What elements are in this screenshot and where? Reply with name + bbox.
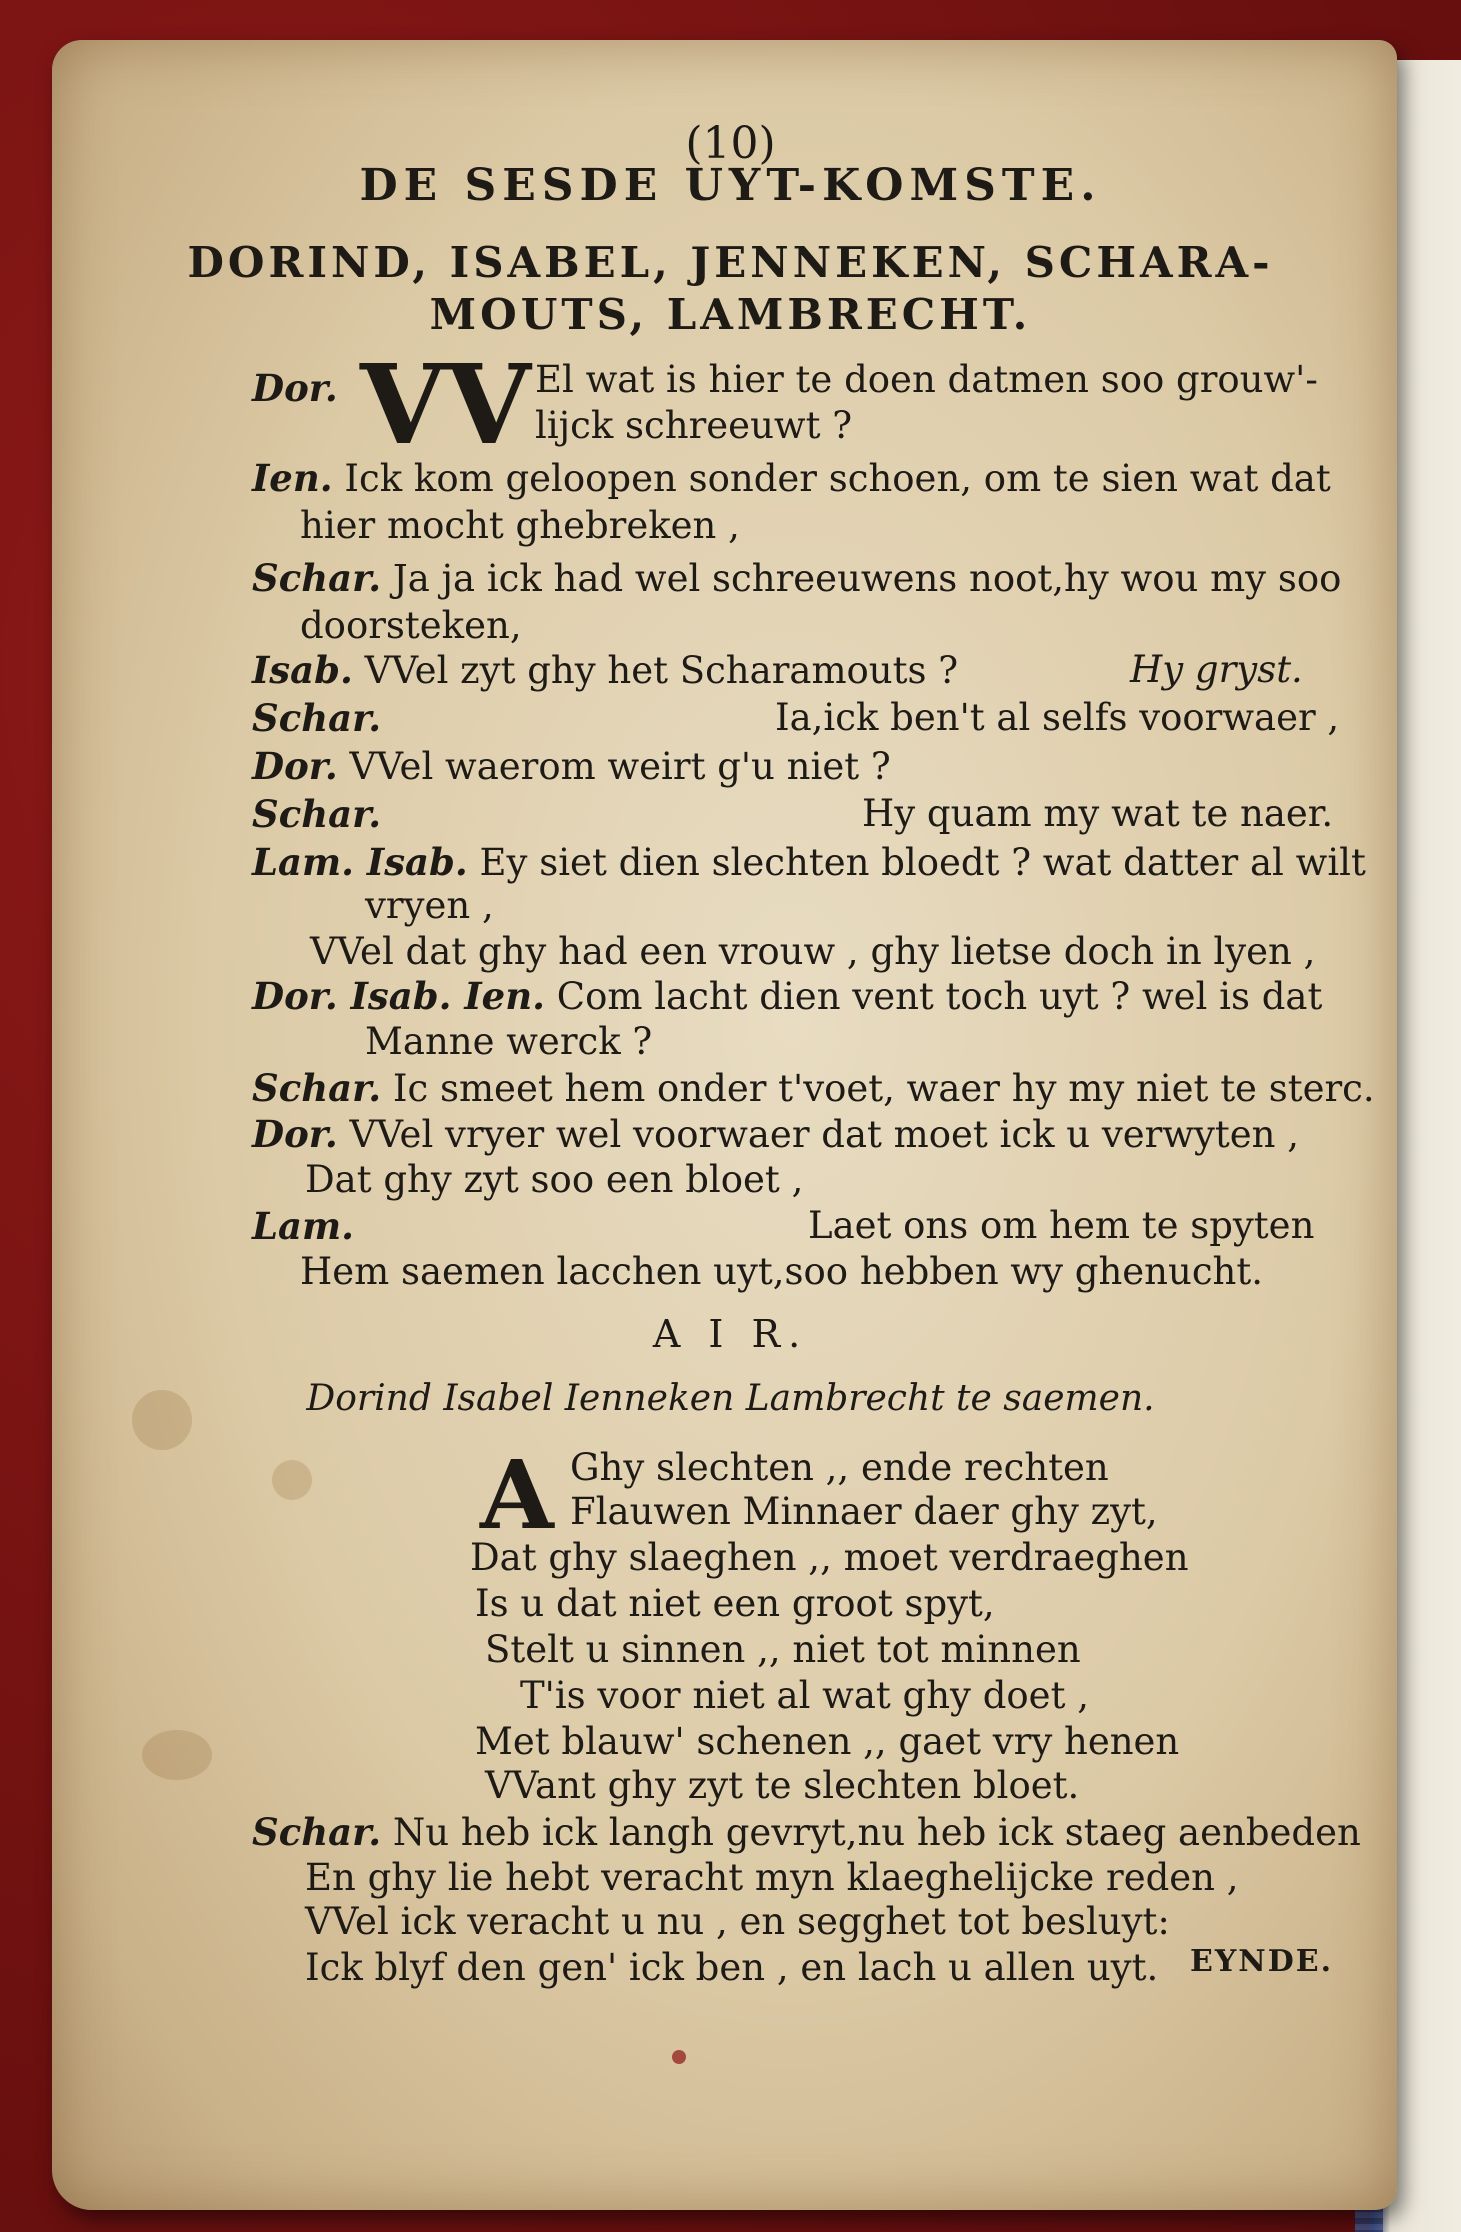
dialogue-line: El wat is hier te doen datmen soo grouw'-: [535, 358, 1318, 401]
song-drop-cap: A: [480, 1440, 554, 1551]
dialogue-line: Ien. Ick kom geloopen sonder schoen, om te sien wat dat: [252, 456, 1331, 500]
stain: [142, 1730, 212, 1780]
dialogue-line: VVel dat ghy had een vrouw , ghy lietse doch in lyen ,: [310, 930, 1316, 973]
line-speaker: Schar.: [252, 792, 382, 836]
dialogue-line: hier mocht ghebreken ,: [300, 504, 740, 547]
dialogue-line: Isab. VVel zyt ghy het Scharamouts ?: [252, 648, 959, 692]
drop-cap: VV: [360, 340, 531, 469]
line-speaker: Schar.: [252, 696, 382, 740]
dialogue-line: Laet ons om hem te spyten: [808, 1204, 1315, 1247]
dialogue-line: Hem saemen lacchen uyt,soo hebben wy ghenucht.: [300, 1250, 1264, 1293]
stage-direction: Hy gryst.: [1130, 648, 1303, 691]
dialogue-line: vryen ,: [365, 884, 494, 927]
dialogue-line: lijck schreeuwt ?: [535, 404, 853, 447]
line-speaker: Dor.: [252, 366, 338, 410]
dialogue-line: doorsteken,: [300, 604, 522, 647]
dialogue-line: Dor. VVel waerom weirt g'u niet ?: [252, 744, 891, 788]
dialogue-line: Dor. Isab. Ien. Com lacht dien vent toch uyt ? wel is dat: [252, 974, 1323, 1018]
dialogue-line: Schar. Ja ja ick had wel schreeuwens noot,hy wou my soo: [252, 556, 1342, 600]
song-line: Dat ghy slaeghen ,, moet verdraeghen: [470, 1536, 1189, 1579]
song-line: Met blauw' schenen ,, gaet vry henen: [475, 1720, 1180, 1763]
stain: [672, 2050, 686, 2064]
scene-title: DE SESDE UYT-KOMSTE.: [359, 160, 1102, 211]
song-line: Stelt u sinnen ,, niet tot minnen: [485, 1628, 1081, 1671]
dialogue-line: Schar. Ic smeet hem onder t'voet, waer hy my niet te sterc.: [252, 1066, 1375, 1110]
stain: [272, 1460, 312, 1500]
song-line: Is u dat niet een groot spyt,: [475, 1582, 995, 1625]
song-line: Flauwen Minnaer daer ghy zyt,: [570, 1490, 1158, 1533]
dialogue-line: Dor. VVel vryer wel voorwaer dat moet ick u verwyten ,: [252, 1112, 1300, 1156]
song-line: VVant ghy zyt te slechten bloet.: [485, 1764, 1080, 1807]
song-line: Ghy slechten ,, ende rechten: [570, 1446, 1109, 1489]
dialogue-line: Manne werck ?: [365, 1020, 653, 1063]
dialogue-line: Dat ghy zyt soo een bloet ,: [305, 1158, 804, 1201]
cast-list-line-2: MOUTS, LAMBRECHT.: [429, 290, 1032, 339]
end-word: EYNDE.: [1190, 1944, 1334, 1979]
dialogue-line: VVel ick veracht u nu , en segghet tot besluyt:: [305, 1900, 1170, 1943]
dialogue-line: Lam. Isab. Ey siet dien slechten bloedt ? wat datter al wilt: [252, 840, 1366, 884]
air-subtitle: Dorind Isabel Ienneken Lambrecht te saemen.: [306, 1378, 1155, 1419]
page-number: (10): [685, 118, 776, 169]
cast-list-line-1: DORIND, ISABEL, JENNEKEN, SCHARA-: [187, 238, 1274, 287]
air-heading: A I R.: [652, 1312, 809, 1356]
dialogue-line: Hy quam my wat te naer.: [862, 792, 1334, 835]
line-speaker: Lam.: [252, 1204, 355, 1248]
dialogue-line: En ghy lie hebt veracht myn klaeghelijcke reden ,: [305, 1856, 1239, 1899]
dialogue-line: Ia,ick ben't al selfs voorwaer ,: [775, 696, 1340, 739]
dialogue-line: Ick blyf den gen' ick ben , en lach u allen uyt.: [305, 1946, 1159, 1989]
song-line: T'is voor niet al wat ghy doet ,: [520, 1674, 1089, 1717]
dialogue-line: Schar. Nu heb ick langh gevryt,nu heb ick staeg aenbeden: [252, 1810, 1361, 1854]
